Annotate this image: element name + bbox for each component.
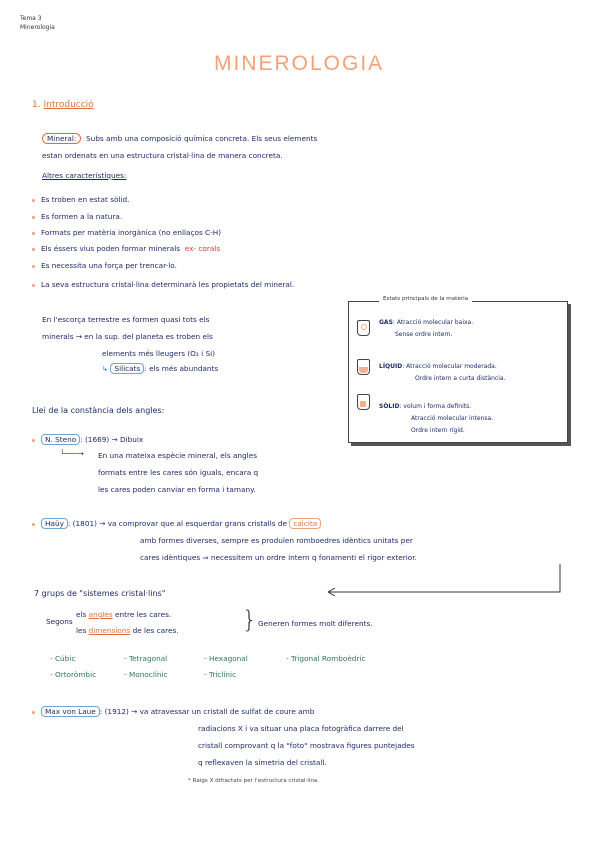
trait-item: La seva estructura cristal·lina determinarà les propietats del mineral. [32, 278, 294, 291]
dimensions-term: dimensions [88, 626, 131, 635]
grups-heading: 7 grups de "sistemes cristal·lins" [34, 589, 166, 598]
angles-term: angles [88, 610, 113, 619]
steno-name: N. Steno [41, 434, 80, 445]
hauy-line2: amb formes diverses, sempre es produïen romboedres idèntics unitats per [140, 536, 413, 545]
gas-beaker-icon [357, 320, 370, 336]
brace-icon: } [242, 606, 258, 634]
connector-arrow-icon [320, 560, 570, 600]
state-solid-line2: Atracció molecular intensa. [411, 415, 494, 422]
laue-line2: radiacions X i va situar una placa fotogràfica darrere del [198, 724, 404, 733]
calcita-term: calcita [289, 518, 321, 529]
solid-beaker-icon [357, 394, 370, 410]
steno-line2: formats entre les cares són iguals, encara q [98, 468, 259, 477]
hauy-line3: cares idèntiques ⇒ necessitem un ordre intern q fonamenti el rigor exterior. [140, 553, 417, 562]
steno-line1: En una mateixa espècie mineral, els angles [98, 451, 257, 460]
bullet-icon [32, 523, 35, 526]
laue-line4: q reflexaven la simetria del cristall. [198, 758, 327, 767]
bullet-icon [32, 216, 35, 219]
silicats-line [102, 362, 218, 375]
trait-item: Es troben en estat sòlid. [32, 193, 129, 206]
state-solid: SÒLID: volum i forma definits. [379, 403, 472, 410]
bullet-icon [32, 284, 35, 287]
states-of-matter-box [348, 296, 568, 443]
trait-item: Es necessita una força per trencar-lo. [32, 259, 177, 272]
arrow-icon: ↳ [102, 364, 109, 373]
system-item: - Hexagonal [204, 654, 248, 663]
state-gas: GAS: Atracció molecular baixa. [379, 319, 474, 326]
mineral-term: Mineral: [42, 133, 81, 144]
state-liquid: LÍQUID: Atracció molecular moderada. [379, 363, 497, 370]
states-caption: Estats principals de la matèria [379, 296, 472, 302]
grups-option1: els angles entre les cares. [76, 610, 172, 619]
elbow-arrow-icon: └───→ [60, 449, 84, 458]
segons-label: Segons [46, 617, 73, 626]
bullet-icon [32, 265, 35, 268]
laue-name: Max von Laue [41, 706, 100, 717]
earth-line1: En l'escorça terrestre es formen quasi tots els [42, 315, 210, 324]
section-label: Introducció [43, 100, 94, 110]
system-item: - Triclínic [204, 670, 237, 679]
system-item: - Ortoròmbic [50, 670, 97, 679]
laue-year: : (1912) → va atravessar un cristall de sulfat de coure amb [99, 707, 315, 716]
steno-line3: les cares poden canviar en forma i tamany. [98, 485, 256, 494]
bullet-icon [32, 232, 35, 235]
grups-result: Generen formes molt diferents. [258, 619, 373, 628]
grups-option2: les dimensions de les cares. [76, 626, 179, 635]
trait-item: Formats per matèria inorgànica (no enllaços C-H) [32, 226, 221, 239]
silicats-term: Silicats [110, 363, 144, 374]
header-topic: Tema 3 [20, 15, 42, 22]
state-solid-line3: Ordre intern rígid. [411, 427, 465, 434]
earth-line3: elements més lleugers (O₂ i Si) [102, 349, 216, 358]
silicats-desc: : els més abundants [144, 364, 219, 373]
bullet-icon [32, 439, 35, 442]
system-item: - Trigonal Romboèdric [286, 654, 366, 663]
state-liquid-line2: Ordre intern a curta distància. [415, 375, 506, 382]
hauy-line [32, 517, 321, 530]
page-title: MINEROLOGIA [214, 52, 385, 75]
bullet-icon [32, 248, 35, 251]
mineral-definition [42, 132, 317, 145]
trait-item: Els éssers vius poden formar minerals ex- corals [32, 242, 220, 255]
state-gas-line2: Sense ordre intern. [395, 331, 453, 338]
system-item: - Cúbic [50, 654, 76, 663]
bullet-icon [32, 711, 35, 714]
hauy-name: Haüy [41, 518, 68, 529]
system-item: - Monoclínic [124, 670, 168, 679]
grups-quote: "sistemes cristal·lins" [79, 589, 166, 598]
mineral-def-line2: estan ordenats en una estructura cristal·lina de manera concreta. [42, 151, 283, 160]
laue-line3: cristall comprovant q la "foto" mostrava figures puntejades [198, 741, 415, 750]
corals-example: ex- corals [184, 244, 221, 253]
laue-line [32, 705, 314, 718]
section-heading [32, 100, 94, 110]
section-number: 1. [32, 100, 41, 110]
liquid-beaker-icon [357, 359, 370, 375]
mineral-def-line1: Subs amb una composició química concreta. Els seus elements [86, 134, 318, 143]
law-heading: Llei de la constància dels angles: [32, 406, 165, 415]
steno-year: : (1669) → Dibuix [80, 435, 144, 444]
hauy-year: : (1801) → va comprovar que al esquerdar grans cristalls de [67, 519, 287, 528]
trait-item: Es formen a la natura. [32, 210, 122, 223]
traits-heading: Altres característiques: [42, 171, 127, 180]
bullet-icon [32, 199, 35, 202]
system-item: - Tetragonal [124, 654, 168, 663]
header-subject: Minerologia [20, 24, 55, 31]
laue-note: * Raigs X difractats per l'estructura cristal·lina. [188, 778, 320, 784]
steno-line [32, 433, 143, 446]
earth-line2: minerals → en la sup. del planeta es troben els [42, 332, 213, 341]
